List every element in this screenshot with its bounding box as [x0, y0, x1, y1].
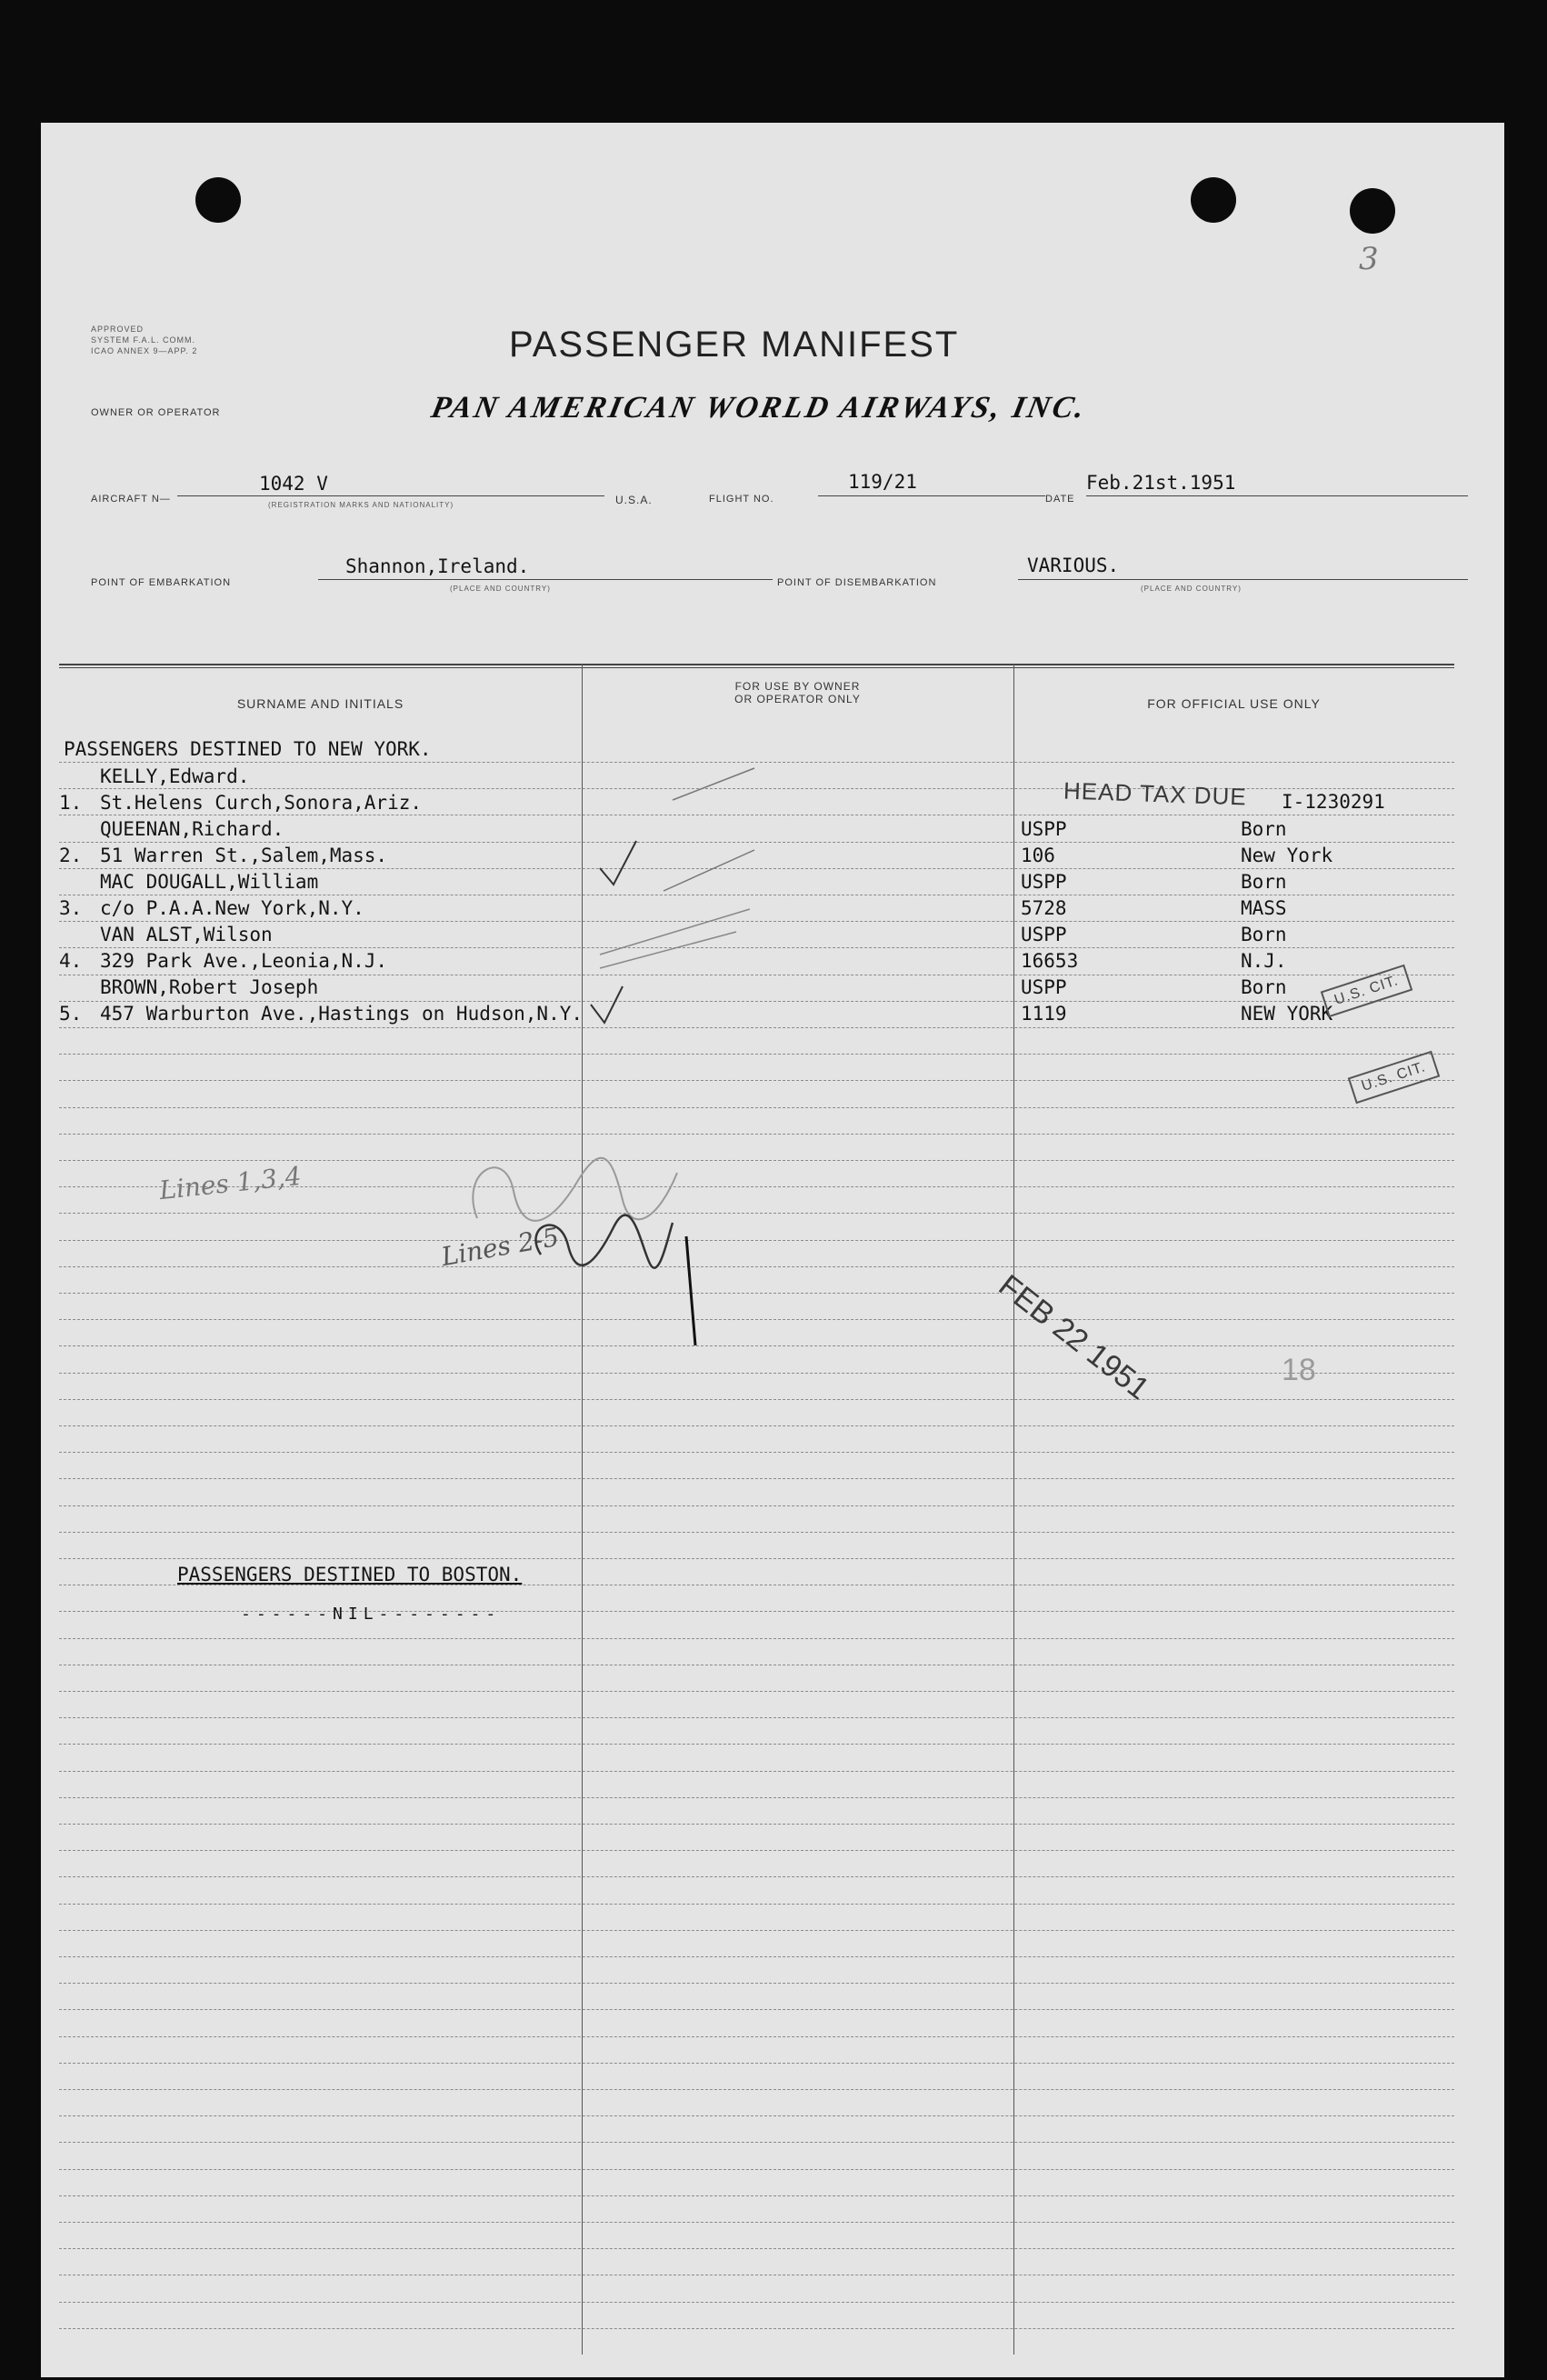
ruled-line	[59, 1771, 1454, 1772]
passenger-number: 5.	[59, 1003, 83, 1025]
ruled-line	[59, 1876, 1454, 1877]
citizenship-status: Born	[1241, 976, 1287, 998]
nil-entry: ------NIL--------	[241, 1605, 502, 1624]
ruled-line	[59, 1452, 1454, 1453]
embark-label: POINT OF EMBARKATION	[91, 577, 232, 588]
ruled-line	[59, 1930, 1454, 1931]
pencil-note: Lines 1,3,4	[157, 1160, 303, 1206]
ruled-line	[59, 1638, 1454, 1639]
ruled-line	[59, 1983, 1454, 1984]
owner-label: OWNER OR OPERATOR	[91, 407, 221, 418]
passport-number: 5728	[1021, 897, 1067, 919]
ruled-line	[59, 2248, 1454, 2249]
section-heading: PASSENGERS DESTINED TO NEW YORK.	[64, 738, 432, 760]
ruled-line	[59, 2195, 1454, 2196]
punch-hole	[1191, 177, 1236, 223]
signature	[441, 1136, 732, 1355]
place-caption: (PLACE AND COUNTRY)	[1141, 585, 1242, 593]
page-mark: 3	[1359, 241, 1379, 277]
disembark-label: POINT OF DISEMBARKATION	[777, 577, 937, 588]
check-marks	[582, 664, 1013, 1118]
disembark-value: VARIOUS.	[1027, 555, 1120, 576]
birthplace: N.J.	[1241, 950, 1287, 972]
underline	[818, 495, 1045, 496]
passport-type: USPP	[1021, 871, 1067, 893]
company-name: PAN AMERICAN WORLD AIRWAYS, INC.	[428, 391, 1091, 425]
passenger-number: 4.	[59, 950, 83, 972]
ruled-line	[59, 1691, 1454, 1692]
passenger-address: 457 Warburton Ave.,Hastings on Hudson,N.Y.	[100, 1003, 584, 1025]
ruled-line	[59, 1160, 1454, 1161]
passenger-number: 2.	[59, 845, 83, 866]
ruled-line	[59, 1293, 1454, 1294]
ruled-line	[59, 1399, 1454, 1400]
ruled-line	[59, 2009, 1454, 2010]
ruled-line	[59, 1319, 1454, 1320]
passport-type: USPP	[1021, 818, 1067, 840]
aircraft-label: AIRCRAFT N—	[91, 494, 171, 505]
underline	[1086, 495, 1468, 496]
column-header-official: FOR OFFICIAL USE ONLY	[1147, 696, 1321, 711]
ruled-line	[59, 1213, 1454, 1214]
ruled-line	[59, 2222, 1454, 2223]
birthplace: NEW YORK	[1241, 1003, 1333, 1025]
ruled-line	[59, 2328, 1454, 2329]
ruled-line	[59, 1478, 1454, 1479]
underline	[177, 495, 604, 496]
passenger-number: 3.	[59, 897, 83, 919]
date-label: DATE	[1045, 494, 1075, 505]
place-caption: (PLACE AND COUNTRY)	[450, 585, 551, 593]
passport-number: 16653	[1021, 950, 1079, 972]
passenger-number: 1.	[59, 792, 83, 814]
ruled-line	[59, 1373, 1454, 1374]
ruled-line	[59, 1345, 1454, 1346]
passport-type: USPP	[1021, 924, 1067, 945]
page-title: PASSENGER MANIFEST	[509, 325, 960, 365]
manifest-sheet	[41, 123, 1504, 2377]
ruled-line	[59, 1797, 1454, 1798]
ruled-line	[59, 1505, 1454, 1506]
passport-number: 106	[1021, 845, 1055, 866]
head-tax-stamp: HEAD TAX DUE	[1063, 776, 1248, 811]
ruled-line	[59, 1558, 1454, 1559]
head-tax-number: I-1230291	[1282, 791, 1385, 813]
ruled-line	[59, 1134, 1454, 1135]
us-citizen-stamp: U.S. CIT.	[1348, 1051, 1441, 1105]
ruled-line	[59, 1532, 1454, 1533]
approval-line: ICAO ANNEX 9—APP. 2	[91, 346, 198, 355]
ruled-line	[59, 1904, 1454, 1905]
column-header-surname: SURNAME AND INITIALS	[236, 696, 404, 711]
ruled-line	[59, 1956, 1454, 1957]
registration-caption: (REGISTRATION MARKS AND NATIONALITY)	[268, 501, 454, 509]
embark-value: Shannon,Ireland.	[345, 555, 530, 577]
ruled-line	[59, 1850, 1454, 1851]
citizenship-status: Born	[1241, 924, 1287, 945]
underline	[318, 579, 773, 580]
country-label: U.S.A.	[615, 494, 653, 506]
aircraft-value: 1042 V	[259, 473, 328, 495]
column-header-owner-use: OR OPERATOR ONLY	[734, 693, 861, 705]
flight-label: FLIGHT NO.	[709, 494, 774, 505]
ruled-line	[59, 2302, 1454, 2303]
passenger-address: 51 Warren St.,Salem,Mass.	[100, 845, 388, 866]
birthplace: MASS	[1241, 897, 1287, 919]
pencil-note: Lines 2-5	[439, 1221, 562, 1273]
date-stamp: FEB 22 1951	[992, 1268, 1156, 1407]
column-header-owner-use: FOR USE BY OWNER	[734, 680, 861, 693]
passenger-name: KELLY,Edward.	[100, 765, 250, 787]
punch-hole	[1350, 188, 1395, 234]
column-divider	[1013, 664, 1014, 2355]
date-value: Feb.21st.1951	[1086, 472, 1236, 494]
passport-number: 1119	[1021, 1003, 1067, 1025]
passenger-name: MAC DOUGALL,William	[100, 871, 319, 893]
us-citizen-stamp: U.S. CIT.	[1321, 965, 1413, 1018]
page-count: 18	[1282, 1353, 1316, 1387]
ruled-line	[59, 2169, 1454, 2170]
passenger-name: BROWN,Robert Joseph	[100, 976, 319, 998]
passenger-address: St.Helens Curch,Sonora,Ariz.	[100, 792, 423, 814]
passport-type: USPP	[1021, 976, 1067, 998]
ruled-line	[59, 2089, 1454, 2090]
ruled-line	[59, 2142, 1454, 2143]
ruled-line	[59, 1425, 1454, 1426]
punch-hole	[195, 177, 241, 223]
flight-number: 119/21	[848, 471, 917, 493]
manifest-table	[59, 664, 1454, 2355]
ruled-line	[59, 2036, 1454, 2037]
citizenship-status: Born	[1241, 818, 1287, 840]
passenger-address: 329 Park Ave.,Leonia,N.J.	[100, 950, 388, 972]
birthplace: New York	[1241, 845, 1333, 866]
underline	[1018, 579, 1468, 580]
approval-line: APPROVED	[91, 325, 145, 334]
ruled-line	[59, 1266, 1454, 1267]
passenger-name: QUEENAN,Richard.	[100, 818, 284, 840]
ruled-line	[59, 1717, 1454, 1718]
approval-line: SYSTEM F.A.L. COMM.	[91, 335, 196, 345]
ruled-line	[59, 2115, 1454, 2116]
ruled-line	[59, 1744, 1454, 1745]
section-heading: PASSENGERS DESTINED TO BOSTON.	[177, 1564, 523, 1585]
ruled-line	[59, 1824, 1454, 1825]
ruled-line	[59, 2063, 1454, 2064]
passenger-name: VAN ALST,Wilson	[100, 924, 273, 945]
citizenship-status: Born	[1241, 871, 1287, 893]
passenger-address: c/o P.A.A.New York,N.Y.	[100, 897, 364, 919]
ruled-line	[59, 1240, 1454, 1241]
